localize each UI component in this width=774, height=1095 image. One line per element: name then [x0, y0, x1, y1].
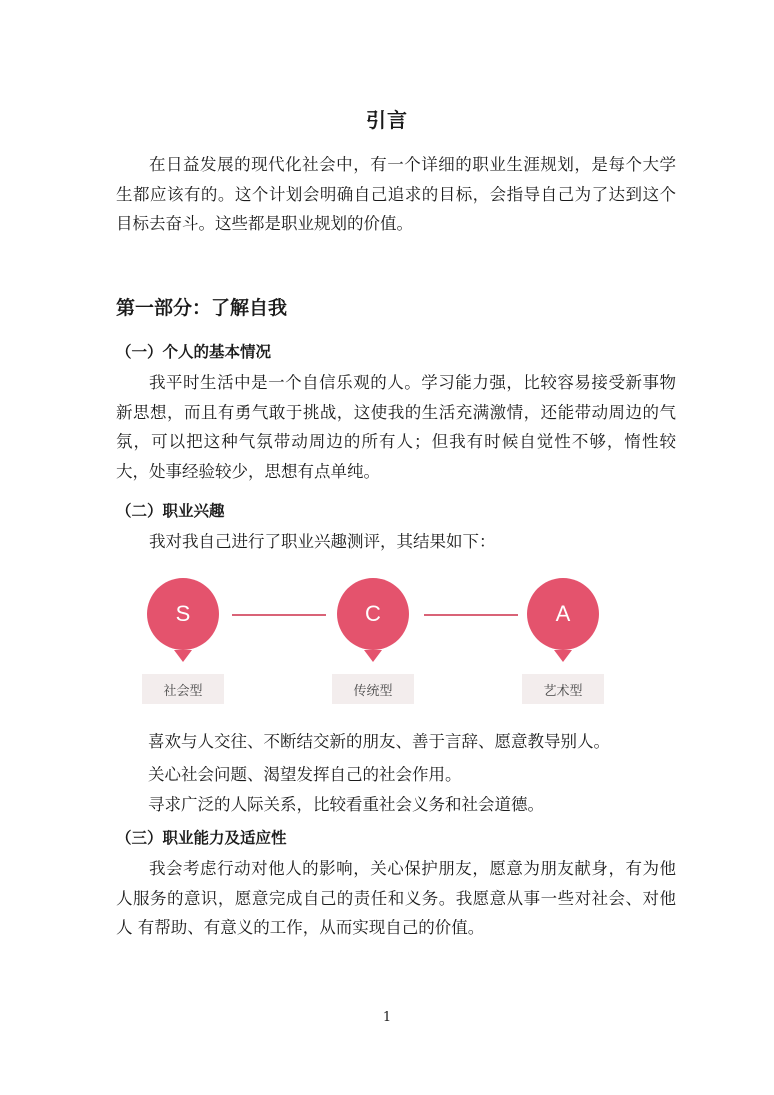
type-label-social: 社会型 [142, 674, 224, 704]
section-interest-heading: （二）职业兴趣 [116, 502, 225, 520]
ability-paragraph: 我会考虑行动对他人的影响，关心保护朋友，愿意为朋友献身，有为他人服务的意识，愿意完成自己的责任和义务。我愿意从事一些对社会、对他人 有帮助、有意义的工作，从而实现自己的价值。 [116, 859, 676, 937]
part-one-heading: 第一部分：了解自我 [116, 297, 288, 319]
interest-trait-line: 关心社会问题、渴望发挥自己的社会作用。 [148, 765, 462, 784]
type-node-s: S [147, 578, 219, 650]
intro-paragraph: 在日益发展的现代化社会中，有一个详细的职业生涯规划，是每个大学生都应该有的。这个计划会明确自己追求的目标，会指导自己为了达到这个目标去奋斗。这些都是职业规划的价值。 [116, 155, 676, 233]
node-pointer [364, 650, 382, 662]
section-ability-heading: （三）职业能力及适应性 [116, 829, 287, 847]
connector-line [424, 614, 518, 616]
page-title: 引言 [366, 108, 408, 132]
type-label-conventional: 传统型 [332, 674, 414, 704]
connector-line [232, 614, 326, 616]
node-pointer [174, 650, 192, 662]
interest-trait-line: 喜欢与人交往、不断结交新的朋友、善于言辞、愿意教导别人。 [148, 732, 610, 751]
interest-diagram [140, 570, 610, 710]
section-basic-info-heading: （一）个人的基本情况 [116, 343, 272, 361]
interest-trait-line: 寻求广泛的人际关系，比较看重社会义务和社会道德。 [148, 795, 544, 814]
type-node-a: A [527, 578, 599, 650]
interest-intro-paragraph: 我对我自己进行了职业兴趣测评，其结果如下： [149, 532, 496, 551]
page-number: 1 [382, 1010, 392, 1025]
type-node-c: C [337, 578, 409, 650]
type-label-artistic: 艺术型 [522, 674, 604, 704]
node-pointer [554, 650, 572, 662]
basic-info-paragraph: 我平时生活中是一个自信乐观的人。学习能力强，比较容易接受新事物新思想，而且有勇气敢于挑战，这使我的生活充满激情，还能带动周边的气氛，可以把这种气氛带动周边的所有人；但我有时候自觉性不够，惰性较大，处事经验较少，思想有点单纯。 [116, 373, 676, 481]
